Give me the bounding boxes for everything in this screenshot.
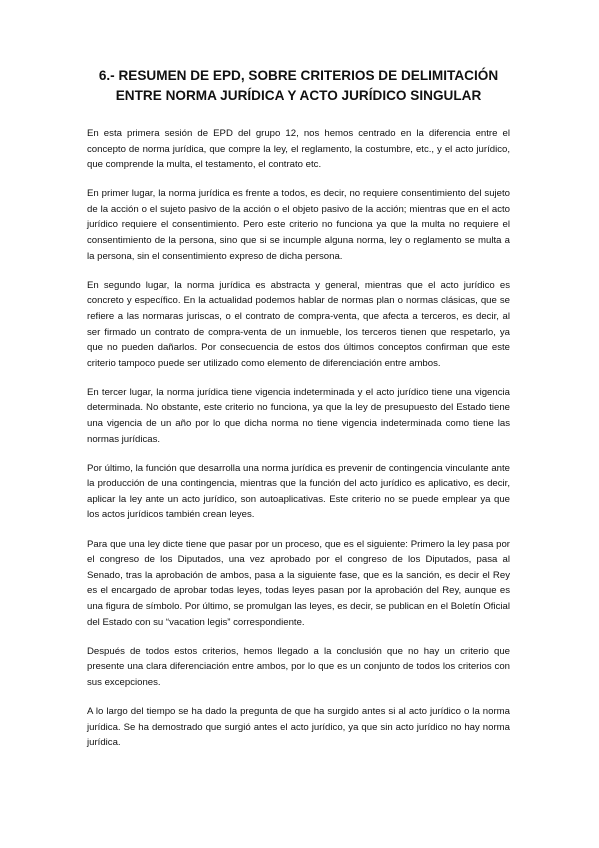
paragraph-first-criterion: En primer lugar, la norma jurídica es frente a todos, es decir, no requiere consentimiento del sujeto de la acción o el sujeto pasivo de la acción o el objeto pasivo de la acción; mientras que en el acto jurídico requiere el consentimiento. Pero este criterio no funciona ya que la multa no requiere el consentimiento de la persona, sino que si se incumple alguna norma, ley o reglamento se multa a la persona, sin el consentimiento expreso de dicha persona. xyxy=(87,188,510,262)
document-title xyxy=(87,66,510,106)
paragraph-intro: En esta primera sesión de EPD del grupo 12, nos hemos centrado en la diferencia entre el concepto de norma jurídica, que compre la ley, el reglamento, la costumbre, etc., y el acto jurídico, que comprende la multa, el testamento, el contrato etc. xyxy=(87,128,510,171)
paragraph-law-process: Para que una ley dicte tiene que pasar por un proceso, que es el siguiente: Primero la ley pasa por el congreso de los Diputados, una vez aprobado por el congreso de los Diputados, pasa al Senado, tras la aprobación de ambos, pasa a la siguiente fase, que es la sanción, es decir el Rey es el encargado de aprobar todas leyes, todas leyes pasan por la aprobación del Rey, aunque es una figura de símbolo. Por último, se promulgan las leyes, es decir, se publican en el Boletín Oficial del Estado con su “vacation legis” correspondiente. xyxy=(87,538,510,628)
paragraph-second-criterion: En segundo lugar, la norma jurídica es abstracta y general, mientras que el acto jurídico es concreto y específico. En la actualidad podemos hablar de normas plan o normas clásicas, que se refiere a las normaras juriscas, o el contrato de compra-venta, que afecta a terceros, es decir, al ser firmado un contrato de compra-venta de un inmueble, los terceros tienen que respetarlo, ya que no pueden dañarlos. Por consecuencia de estos dos últimos conceptos confirman que este criterio tampoco puede ser utilizado como elemento de diferenciación entre ambos. xyxy=(87,279,510,369)
paragraph-third-criterion: En tercer lugar, la norma jurídica tiene vigencia indeterminada y el acto jurídico tiene una vigencia determinada. No obstante, este criterio no funciona, ya que la ley de presupuesto del Estado tiene una vigencia de un año por lo que dicha norma no tiene vigencia indeterminada como tiene las normas jurídicas. xyxy=(87,386,510,445)
paragraph-conclusion: Después de todos estos criterios, hemos llegado a la conclusión que no hay un criterio que presente una clara diferenciación entre ambos, por lo que es un conjunto de todos los criterios con sus excepciones. xyxy=(87,645,510,688)
title-line-1: 6.- RESUMEN DE EPD, SOBRE CRITERIOS DE DELIMITACIÓN xyxy=(98,68,499,83)
paragraph-last-criterion: Por último, la función que desarrolla una norma jurídica es prevenir de contingencia vinculante ante la producción de una contingencia, mientras que la función del acto jurídico es aplicativo, es decir, aplicar la ley ante un acto jurídico, son autoaplicativas. Este criterio no se puede emplear ya que los actos jurídicos también crean leyes. xyxy=(87,462,510,521)
paragraph-origin: A lo largo del tiempo se ha dado la pregunta de que ha surgido antes si al acto jurídico o la norma jurídica. Se ha demostrado que surgió antes el acto jurídico, ya que sin acto jurídico no hay norma jurídica. xyxy=(87,705,510,749)
title-line-2: ENTRE NORMA JURÍDICA Y ACTO JURÍDICO SINGULAR xyxy=(115,88,482,103)
